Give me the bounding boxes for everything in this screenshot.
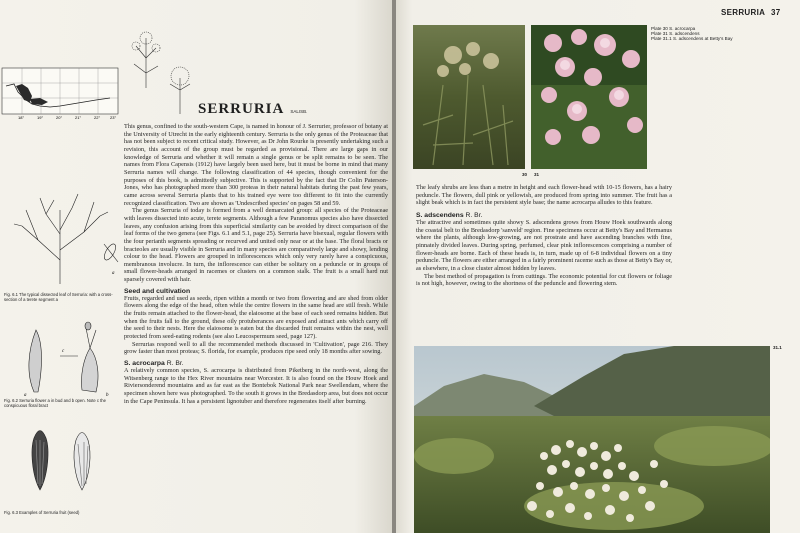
intro-paragraph: This genus, confined to the south-western Cape, is named in honour of J. Serrurier, professor of botany at the University of Utrecht in the early eighteenth century. Serruria is the only genus of the Proteaceae that has not been subject to recent critical study. However, as Dr John Rourke is presently undertaking such a revision, this account of the group must be regarded as provisional. There are large gaps in our knowledge of Serruria and whether it will remain a single genus or be split remains to be seen. The names from Flora Capensis (1912) have largely been used here, but it must be borne in mind that many Serruria names will change. The following classification of 44 species, though convenient for the purposes of this book, is admittedly subjective. This is supported by the fact that Dr Colin Paterson-Jones, who has photographed more than 300 proteas in their natural habitats during the past few years, came across several Serruria plants that to his trained eye were too different to fit into the currently recognized classification. Two are shown as 'Undescribed species' on pages 58 and 59. [124, 123, 388, 207]
map-tick: 23° [110, 115, 117, 120]
map-tick: 22° [94, 115, 101, 120]
genus-paragraph: The genus Serruria of today is formed from a well demarcated group: all species of the Proteaceae with leaves dissected into acute, terete segments. Although a few Paranomus species also have dissected leaves, any confusion arising from this superficial similarity can be avoided by direct comparison of the leaf forms of the two genera (see Figs. 6.1 and 5.1, page 25). Serruria have bisexual, regular flowers with the four perianth segments spreading or recurved and united only near or at the base. The floral bracts or bracteoles are usually visible in Serruria and in many species are comparatively large and showy, lending colour to the head. Flowers are grouped in inflorescences which only very rarely have a conspicuous, membranous involucre. In turn, the inflorescence can either be solitary on a peduncle or in groups of small flower-heads arranged in racemes or clusters on a common stalk. The fruit is a small hard nut sparsely covered with hair. [124, 207, 388, 284]
fig-6-3-fruit-drawing [26, 420, 114, 498]
plate-30-photo [413, 25, 525, 169]
adscendens-paragraph: The attractive and sometimes quite showy S. adscendens grows from Houw Hoek southwards along the coastal belt to the Bredasdorp 'sanveld' region. Fine specimens occur at Betty's Bay and Hermanus where the plants, although low-growing, are not prostrate and have ascending branches with fine, pinnately divided leaves. During spring, perfumed, clear pink inflorescences comprising a number of flower-heads are borne. Each of these heads is, in turn, made up of 6-8 individual flowers on a tiny peduncle. The flowers are either arranged in a fairly prominent raceme such as those at Betty's Bay or, as elsewhere, in a close cluster almost hidden by leaves. [416, 218, 672, 272]
map-tick: 20° [56, 115, 63, 120]
map-tick: 21° [75, 115, 82, 120]
fig-label-a: a [112, 271, 115, 276]
fig-6-2-flower-drawing [20, 320, 116, 398]
photo-number-31-1: 31.1 [773, 345, 782, 350]
acrocarpa-heading [124, 360, 388, 367]
photo-number-30: 30 [522, 172, 528, 177]
right-page [396, 0, 800, 533]
fig-6-3-caption: Fig. 6.3 Examples of Serruria fruit (seed) [4, 510, 80, 515]
title-author: SALISB. [290, 109, 308, 114]
plate-30-caption: Plate 30 S. acrocarpa [651, 26, 696, 31]
fig-6-2-caption: Fig. 6.2 Serruria flower a in bud and b open. Note c the conspicuous floral bract [4, 398, 106, 408]
plate-31-1-caption: Plate 31.1 S. adscendens at Betty's Bay [651, 36, 733, 41]
protea-sketch-illustration [122, 28, 202, 116]
fig-label-c: c [62, 349, 65, 354]
acrocarpa-paragraph: A relatively common species, S. acrocarpa is distributed from Piketberg in the north-west, along the Witsenberg range to the Hex River mountains near Worcester. It is also found on the Houw Hoek and Riviersonderend mountains and as far east as the Bontebok National Park near Swellendam, where the specimen shown here was photographed. To the south it grows in the Bredasdorp area, but does not occur in the Cape Peninsula. It has a persistent lignotuber and therefore regenerates itself after burning. [124, 367, 388, 405]
fig-label-a2: a [24, 393, 27, 398]
adscendens-heading [416, 212, 672, 219]
photo-number-31: 31 [534, 172, 540, 177]
running-head: SERRURIA [721, 8, 766, 17]
right-text-column [416, 184, 672, 288]
adscendens-name: S. adscendens [416, 211, 464, 219]
seed-heading: Seed and cultivation [124, 287, 191, 295]
map-tick: 19° [37, 115, 44, 120]
seed-paragraph: Fruits, regarded and used as seeds, ripen within a month or two from flowering and are shed from older flowers along the edge of the head, often while the centre flowers in the same head are still fresh. While the fruits remain attached to the flower-head, the elaiosome at the base of each seed remains hidden. But when the fruits fall to the ground, these oily protuberances are exposed and attract ants which carry off the seed to their nests. Here the elaiosome is eaten but the discarded fruit remains within the nest, well protected from seed-eating rodents (see also Leucospermum seed, page 127). [124, 294, 388, 341]
adscendens-author: R. Br. [465, 211, 483, 219]
fig-6-1-caption: Fig. 6.1 The typical dissected leaf of Serruria: with a cross-section of a terete segment a [4, 292, 113, 302]
plate-31-caption: Plate 31 S. adscendens [651, 31, 700, 36]
plate-31-photo [531, 25, 647, 169]
fig-6-1-leaf-drawing [8, 190, 120, 286]
seed-paragraph-2: Serrurias respond well to all the recommended methods discussed in 'Cultivation', page 216. They grow faster than most proteas; S. florida, for example, produces ripe seed only 18 months after sowing. [124, 340, 388, 356]
adscendens-paragraph-2: The best method of propagation is from cuttings. The economic potential for cut flowers or foliage is not high, however, owing to the shortness of the peduncle and flowering stem. [416, 272, 672, 288]
distribution-map [0, 66, 122, 120]
acrocarpa-continued-paragraph: The leafy shrubs are less than a metre in height and each flower-head with 10-15 flowers, has a hairy peduncle. The flowers, dull pink or yellowish, are produced from spring into summer. The fruit has a slight beak which is in fact the persistent style base; the name acrocarpa alludes to this feature. [416, 184, 672, 207]
page-number: 37 [771, 8, 781, 17]
acrocarpa-author: R. Br. [166, 360, 184, 368]
plate-31-1-landscape-photo [414, 346, 770, 533]
plate-captions [651, 26, 791, 41]
acrocarpa-name: S. acrocarpa [124, 360, 165, 368]
map-tick: 18° [18, 115, 25, 120]
page-title: SERRURIA [198, 101, 285, 117]
left-text-column [124, 123, 388, 405]
genus-title [198, 100, 307, 118]
left-page [0, 0, 394, 533]
fig-label-b: b [106, 393, 109, 398]
